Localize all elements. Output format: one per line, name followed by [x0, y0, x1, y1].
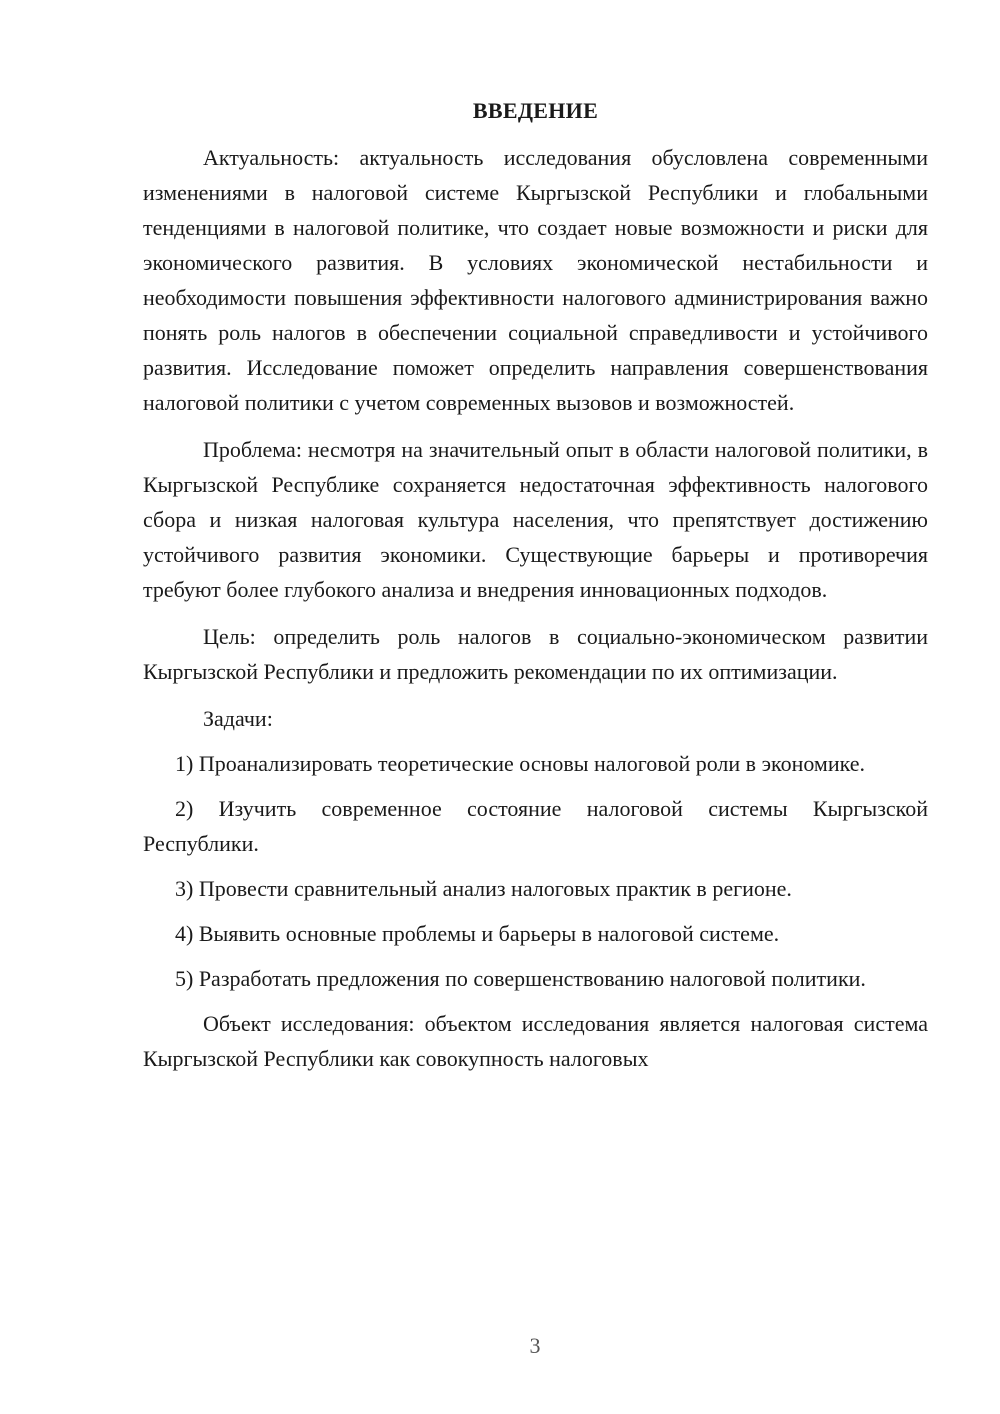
tasks-title: Задачи:: [203, 706, 273, 731]
paragraph-object: Объект исследования: объектом исследования является налоговая система Кыргызской Республики как совокупность налоговых: [143, 1011, 928, 1071]
document-page: [143, 93, 928, 1076]
task-item: 2) Изучить современное состояние налоговой системы Кыргызской Республики.: [143, 796, 928, 856]
paragraph-relevance: Актуальность: актуальность исследования обусловлена современными изменениями в налоговой системе Кыргызской Республики и глобальными тенденциями в налоговой политике, что создает новые возможности и риски для экономического развития. В условиях экономической нестабильности и необходимости повышения эффективности налогового администрирования важно понять роль налогов в обеспечении социальной справедливости и устойчивого развития. Исследование поможет определить направления совершенствования налоговой политики с учетом современных вызовов и возможностей.: [143, 145, 928, 415]
task-item: 1) Проанализировать теоретические основы налоговой роли в экономике.: [175, 751, 866, 776]
task-item: 3) Провести сравнительный анализ налоговых практик в регионе.: [175, 876, 792, 901]
page-number: 3: [529, 1333, 541, 1358]
section-heading: ВВЕДЕНИЕ: [472, 98, 599, 123]
paragraph-goal: Цель: определить роль налогов в социально-экономическом развитии Кыргызской Республики и предложить рекомендации по их оптимизации.: [143, 624, 928, 684]
paragraph-problem: Проблема: несмотря на значительный опыт в области налоговой политики, в Кыргызской Республике сохраняется недостаточная эффективность налогового сбора и низкая налоговая культура населения, что препятствует достижению устойчивого развития экономики. Существующие барьеры и противоречия требуют более глубокого анализа и внедрения инновационных подходов.: [143, 437, 928, 602]
task-item: 5) Разработать предложения по совершенствованию налоговой политики.: [175, 966, 866, 991]
task-item: 4) Выявить основные проблемы и барьеры в налоговой системе.: [175, 921, 780, 946]
